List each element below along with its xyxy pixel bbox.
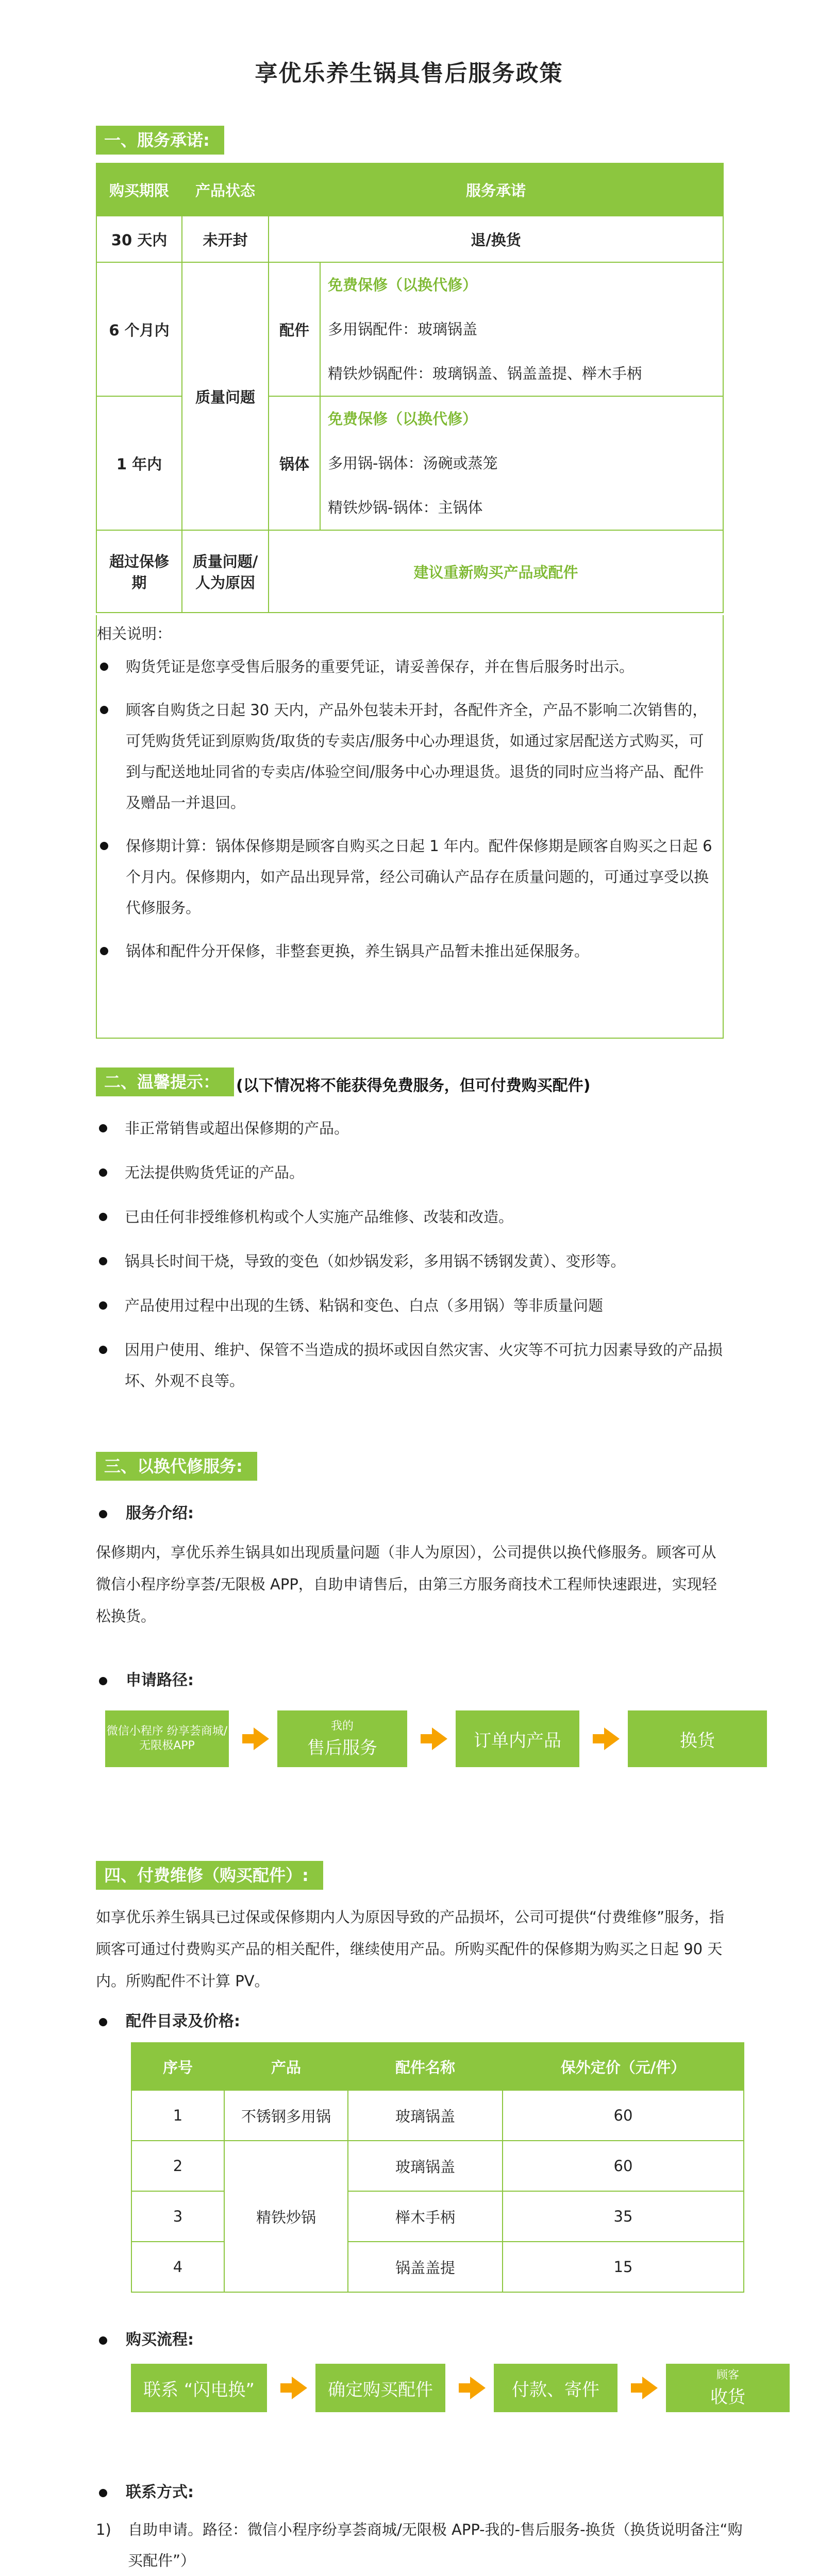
table-header-period: 购买期限: [96, 163, 182, 216]
list-item: 非正常销售或超出保修期的产品。: [96, 1113, 730, 1144]
table-header-part: 配件名称: [348, 2043, 503, 2090]
purchase-flow: [131, 2364, 790, 2412]
catalog-label: 配件目录及价格:: [99, 2008, 240, 2031]
list-item: 保修期计算：锅体保修期是顾客自购买之日起 1 年内。配件保修期是顾客自购买之日起 6 个月内。保修期内，如产品出现异常，经公司确认产品存在质量问题的，可通过享受以换代修服务。: [97, 831, 715, 923]
list-item: 1) 自助申请。路径：微信小程序纷享荟商城/无限极 APP-我的-售后服务-换货（换货说明备注“购买配件”）: [96, 2521, 743, 2569]
row2-line2: 精铁炒锅配件：玻璃锅盖、锅盖盖提、榉木手柄: [328, 365, 642, 382]
flow-step-confirm: 确定购买配件: [315, 2364, 445, 2412]
table-header-product: 产品: [224, 2043, 348, 2090]
list-item: 因用户使用、维护、保管不当造成的损坏或因自然灾害、火灾等不可抗力因素导致的产品损坏、外观不良等。: [96, 1334, 730, 1396]
page-title: 享优乐养生锅具售后服务政策: [255, 60, 563, 87]
quality-issue-cell: 质量问题: [182, 262, 269, 530]
section-heading-exchange: 三、以换代修服务:: [96, 1452, 257, 1481]
bullet-dot-icon: [99, 1168, 107, 1177]
table-header-status: 产品状态: [182, 163, 269, 216]
table-row: 1 不锈钢多用锅 玻璃锅盖 60: [131, 2090, 744, 2141]
flow-step-app: 微信小程序 纷享荟商城/ 无限极APP: [105, 1710, 229, 1767]
bullet-dot-icon: [100, 842, 108, 850]
table-header-no: 序号: [131, 2043, 224, 2090]
list-item: 已由任何非授维修机构或个人实施产品维修、改装和改造。: [96, 1201, 730, 1232]
bullet-dot-icon: [99, 1346, 107, 1354]
row3-part: 锅体: [269, 396, 320, 530]
service-promise-table: [96, 163, 724, 613]
flow-step-exchange: 换货: [628, 1710, 767, 1767]
row2-line1: 多用锅配件：玻璃锅盖: [328, 320, 478, 338]
bullet-dot-icon: [99, 1257, 107, 1265]
list-item: 锅具长时间干烧，导致的变色（如炒锅发彩，多用锅不锈钢发黄）、变形等。: [96, 1246, 730, 1277]
row1-status: 未开封: [182, 216, 269, 262]
bullet-dot-icon: [100, 947, 108, 955]
table-row: 4 锅盖盖提 15: [131, 2242, 744, 2292]
bullet-dot-icon: [99, 2336, 107, 2345]
service-intro-text: 保修期内，享优乐养生锅具如出现质量问题（非人为原因），公司提供以换代修服务。顾客可从微信小程序纷享荟/无限极 APP，自助申请售后，由第三方服务商技术工程师快速跟进，实现轻松换货。: [96, 1544, 717, 1625]
bullet-dot-icon: [99, 1677, 107, 1685]
list-item: 锅体和配件分开保修，非整套更换，养生锅具产品暂未推出延保服务。: [97, 936, 715, 967]
notes-intro: 相关说明：: [97, 625, 172, 642]
arrow-right-icon: [292, 2377, 307, 2399]
arrow-right-icon: [432, 1727, 447, 1750]
table-row: 2 精铁炒锅 玻璃锅盖 60: [131, 2141, 744, 2191]
flow-step-after-sales: 我的 售后服务: [277, 1710, 407, 1767]
paid-repair-intro: 如享优乐养生锅具已过保或保修期内人为原因导致的产品损坏，公司可提供“付费维修”服务，指顾客可通过付费购买产品的相关配件，继续使用产品。所购买配件的保修期为购买之日起 90 天内。所购配件不计算 PV。: [96, 1908, 725, 1990]
arrow-right-icon: [254, 1727, 269, 1750]
row3-details: [320, 396, 723, 530]
row2-part: 配件: [269, 262, 320, 396]
tips-list: [96, 1113, 730, 1410]
bullet-dot-icon: [99, 1301, 107, 1310]
apply-path-flow: [105, 1710, 767, 1767]
table-header-price: 保外定价（元/件）: [503, 2043, 744, 2090]
row2-details: [320, 262, 723, 396]
product-group-pot: 不锈钢多用锅: [224, 2090, 348, 2141]
contact-label: 联系方式:: [99, 2479, 194, 2502]
row1-period: 30 天内: [96, 216, 182, 262]
row3-period: 1 年内: [96, 396, 182, 530]
flow-step-pay: 付款、寄件: [494, 2364, 617, 2412]
flow-step-receive: 顾客 收货: [666, 2364, 790, 2412]
bullet-dot-icon: [99, 1510, 107, 1518]
row3-free: 免费保修（以换代修）: [328, 410, 478, 428]
process-label: 购买流程:: [99, 2327, 194, 2349]
flow-step-contact: 联系 “闪电换”: [131, 2364, 267, 2412]
row4-promise: 建议重新购买产品或配件: [269, 530, 723, 613]
bullet-dot-icon: [99, 2018, 107, 2026]
bullet-dot-icon: [99, 2489, 107, 2497]
list-item: 产品使用过程中出现的生锈、粘锅和变色、白点（多用锅）等非质量问题: [96, 1290, 730, 1321]
row3-line2: 精铁炒锅-锅体：主锅体: [328, 499, 483, 516]
bullet-dot-icon: [100, 706, 108, 714]
table-header-promise: 服务承诺: [269, 163, 723, 216]
tips-note: (以下情况将不能获得免费服务，但可付费购买配件): [236, 1077, 591, 1095]
bullet-dot-icon: [100, 663, 108, 671]
row4-period: 超过保修期: [96, 530, 182, 613]
flow-step-order-product: 订单内产品: [456, 1710, 579, 1767]
row1-promise: 退/换货: [269, 216, 723, 262]
arrow-right-icon: [642, 2377, 658, 2399]
related-notes-box: [96, 615, 724, 1039]
section-heading-paid-repair: 四、付费维修（购买配件）:: [96, 1861, 323, 1890]
table-row: 3 榉木手柄 35: [131, 2191, 744, 2242]
list-item: 顾客自购货之日起 30 天内，产品外包装未开封，各配件齐全，产品不影响二次销售的，可凭购货凭证到原购货/取货的专卖店/服务中心办理退货，如通过家居配送方式购买，可到与配送地址同省的专卖店/体验空间/服务中心办理退货。退货的同时应当将产品、配件及赠品一并退回。: [97, 694, 715, 818]
notes-list: [97, 651, 715, 979]
contact-list: [96, 2514, 745, 2576]
row2-free: 免费保修（以换代修）: [328, 276, 478, 294]
product-group-wok: 精铁炒锅: [224, 2141, 348, 2292]
section-heading-tips: 二、温馨提示：: [96, 1067, 234, 1096]
row2-period: 6 个月内: [96, 262, 182, 396]
section-heading-service-promise: 一、服务承诺:: [96, 126, 224, 155]
bullet-dot-icon: [99, 1124, 107, 1132]
row4-status: 质量问题/人为原因: [182, 530, 269, 613]
bullet-dot-icon: [99, 1213, 107, 1221]
apply-path-label: 申请路径:: [99, 1667, 194, 1690]
row3-line1: 多用锅-锅体：汤碗或蒸笼: [328, 454, 498, 472]
arrow-right-icon: [470, 2377, 486, 2399]
arrow-right-icon: [604, 1727, 620, 1750]
list-item: 购货凭证是您享受售后服务的重要凭证，请妥善保存，并在售后服务时出示。: [97, 651, 715, 682]
service-intro-label: 服务介绍:: [99, 1500, 194, 1523]
list-item: 无法提供购货凭证的产品。: [96, 1157, 730, 1188]
parts-price-table: [131, 2042, 744, 2293]
